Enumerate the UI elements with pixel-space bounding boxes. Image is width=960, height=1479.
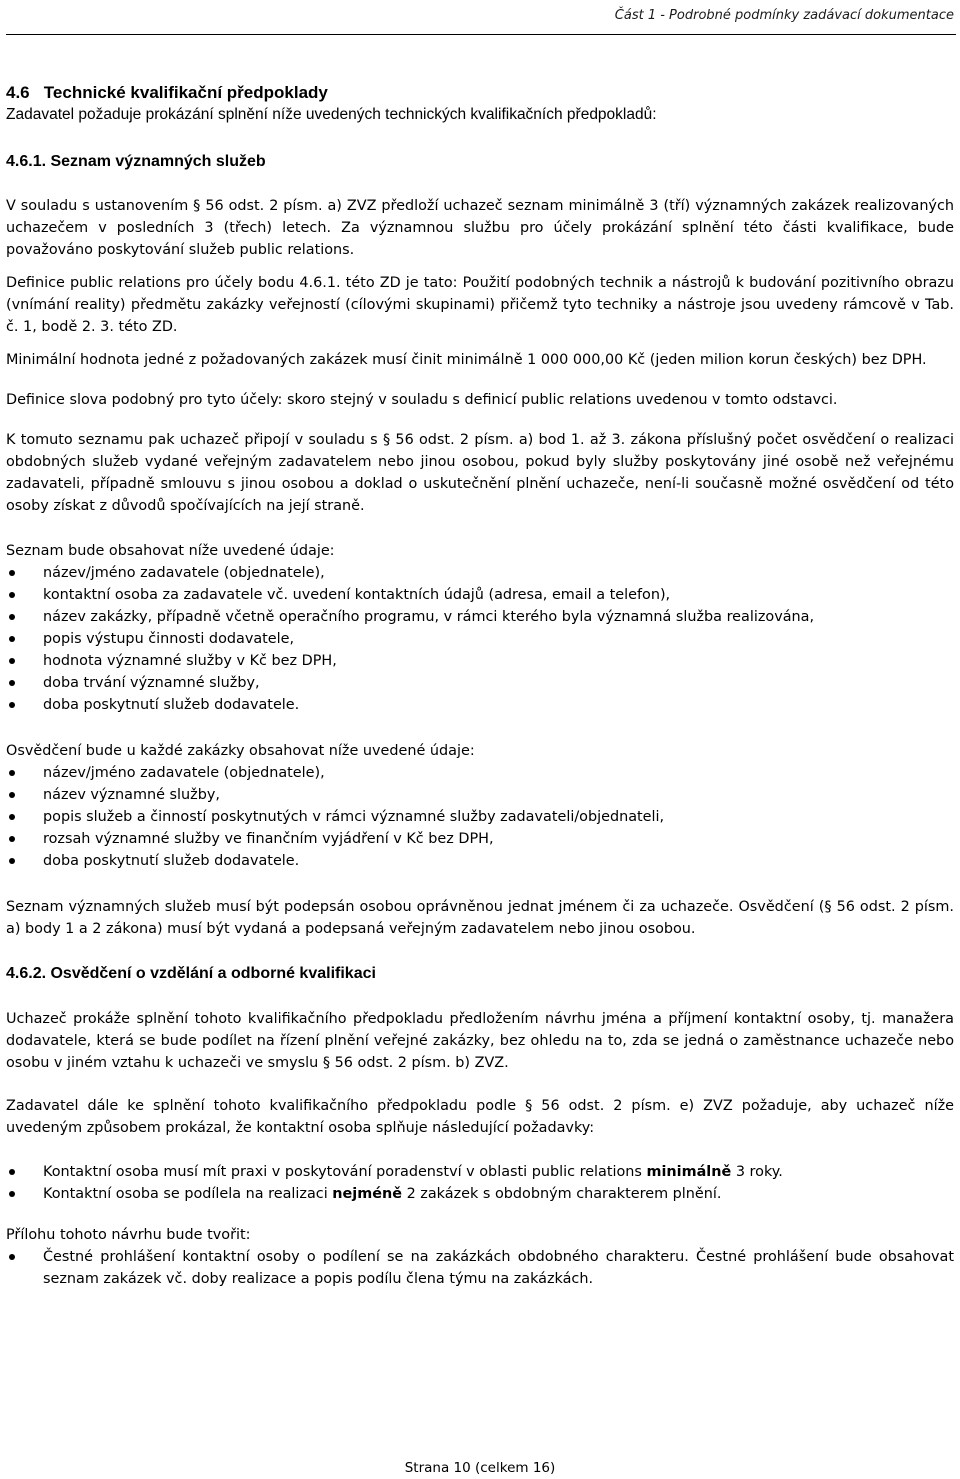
requirements-list — [6, 1161, 954, 1205]
header-rule — [6, 34, 956, 35]
list-intro: Seznam bude obsahovat níže uvedené údaje: — [6, 543, 335, 559]
page-header: Část 1 - Podrobné podmínky zadávací dokumentace — [614, 8, 954, 23]
list-item: doba poskytnutí služeb dodavatele. — [6, 694, 954, 716]
requirement-text: 2 zakázek s obdobným charakterem plnění. — [402, 1186, 722, 1202]
requirement-text: 3 roky. — [731, 1164, 783, 1180]
subsection-heading-461: 4.6.1. Seznam významných služeb — [6, 153, 266, 170]
requirement-text: Kontaktní osoba se podílela na realizaci — [43, 1186, 333, 1202]
emphasis: nejméně — [332, 1186, 402, 1202]
paragraph: Definice slova podobný pro tyto účely: skoro stejný v souladu s definicí public relations uvedenou v tomto odstavci. — [6, 392, 838, 408]
list-item: název/jméno zadavatele (objednatele), — [6, 562, 954, 584]
list-item: rozsah významné služby ve finančním vyjádření v Kč bez DPH, — [6, 828, 954, 850]
paragraph: K tomuto seznamu pak uchazeč připojí v souladu s § 56 odst. 2 písm. a) bod 1. až 3. zákona příslušný počet osvědčení o realizaci obdobných služeb vydané veřejným zadavatelem nebo jinou osobou, pokud byly služby poskytovány jiné osobě než veřejnému zadavateli, případně smlouvu s jinou osobou a doklad o uskutečnění plnění uchazeče, není-li současně možné osvědčení od této osoby získat z důvodů spočívajících na její straně. — [6, 432, 954, 514]
list-item: název zakázky, případně včetně operačního programu, v rámci kterého byla významná služba realizována, — [6, 606, 954, 628]
list-intro: Osvědčení bude u každé zakázky obsahovat níže uvedené údaje: — [6, 743, 475, 759]
paragraph: Přílohu tohoto návrhu bude tvořit: — [6, 1227, 251, 1243]
page-footer: Strana 10 (celkem 16) — [404, 1460, 556, 1476]
list-item: název/jméno zadavatele (objednatele), — [6, 762, 954, 784]
section-heading: 4.6 Technické kvalifikační předpoklady — [6, 83, 328, 102]
paragraph: Uchazeč prokáže splnění tohoto kvalifikačního předpokladu předložením návrhu jména a příjmení kontaktní osoby, tj. manažera dodavatele, která se bude podílet na řízení plnění veřejné zakázky, bez ohledu na to, zda se jedná o zaměstnance uchazeče nebo osobu v jiném vztahu k uchazeči ve smyslu § 56 odst. 2 písm. b) ZVZ. — [6, 1011, 954, 1071]
paragraph: Zadavatel dále ke splnění tohoto kvalifikačního předpokladu podle § 56 odst. 2 písm. e) ZVZ požaduje, aby uchazeč níže uvedeným způsobem prokázal, že kontaktní osoba splňuje následující požadavky: — [6, 1098, 954, 1136]
requirement-text: Kontaktní osoba musí mít praxi v poskytování poradenství v oblasti public relations — [43, 1164, 647, 1180]
list-item: doba trvání významné služby, — [6, 672, 954, 694]
list-item: doba poskytnutí služeb dodavatele. — [6, 850, 954, 872]
paragraph: Seznam významných služeb musí být podepsán osobou oprávněnou jednat jménem či za uchazeče. Osvědčení (§ 56 odst. 2 písm. a) body 1 a 2 zákona) musí být vydaná a podepsaná veřejným zadavatelem nebo jinou osobou. — [6, 899, 954, 937]
certificate-data-list — [6, 762, 954, 872]
paragraph: V souladu s ustanovením § 56 odst. 2 písm. a) ZVZ předloží uchazeč seznam minimálně 3 (tří) významných zakázek realizovaných uchazečem v posledních 3 (třech) letech. Za významnou službu pro účely prokázání splnění této části kvalifikace, bude považováno poskytování služeb public relations. — [6, 198, 954, 258]
required-data-list — [6, 562, 954, 716]
list-item: Čestné prohlášení kontaktní osoby o podílení se na zakázkách obdobného charakteru. Čestné prohlášení bude obsahovat seznam zakázek vč. doby realizace a popis podílu člena týmu na zakázkách. — [6, 1246, 954, 1290]
emphasis: minimálně — [646, 1164, 732, 1180]
list-item — [6, 1161, 954, 1183]
list-item: popis služeb a činností poskytnutých v rámci významné služby zadavateli/objednateli, — [6, 806, 954, 828]
paragraph: Definice public relations pro účely bodu 4.6.1. této ZD je tato: Použití podobných technik a nástrojů k budování pozitivního obrazu (vnímání reality) předmětu zakázky veřejností (cílovými skupinami) přičemž tyto techniky a nástroje jsou uvedeny rámcově v Tab. č. 1, bodě 2. 3. této ZD. — [6, 275, 954, 335]
list-item: název významné služby, — [6, 784, 954, 806]
document-body — [6, 81, 954, 1290]
list-item — [6, 1183, 954, 1205]
subsection-heading-462: 4.6.2. Osvědčení o vzdělání a odborné kvalifikaci — [6, 965, 376, 982]
list-item: popis výstupu činnosti dodavatele, — [6, 628, 954, 650]
list-item: kontaktní osoba za zadavatele vč. uvedení kontaktních údajů (adresa, email a telefon), — [6, 584, 954, 606]
section-intro: Zadavatel požaduje prokázání splnění níže uvedených technických kvalifikačních předpokladů: — [6, 106, 657, 123]
attachment-list — [6, 1246, 954, 1290]
list-item: hodnota významné služby v Kč bez DPH, — [6, 650, 954, 672]
paragraph: Minimální hodnota jedné z požadovaných zakázek musí činit minimálně 1 000 000,00 Kč (jeden milion korun českých) bez DPH. — [6, 352, 927, 368]
